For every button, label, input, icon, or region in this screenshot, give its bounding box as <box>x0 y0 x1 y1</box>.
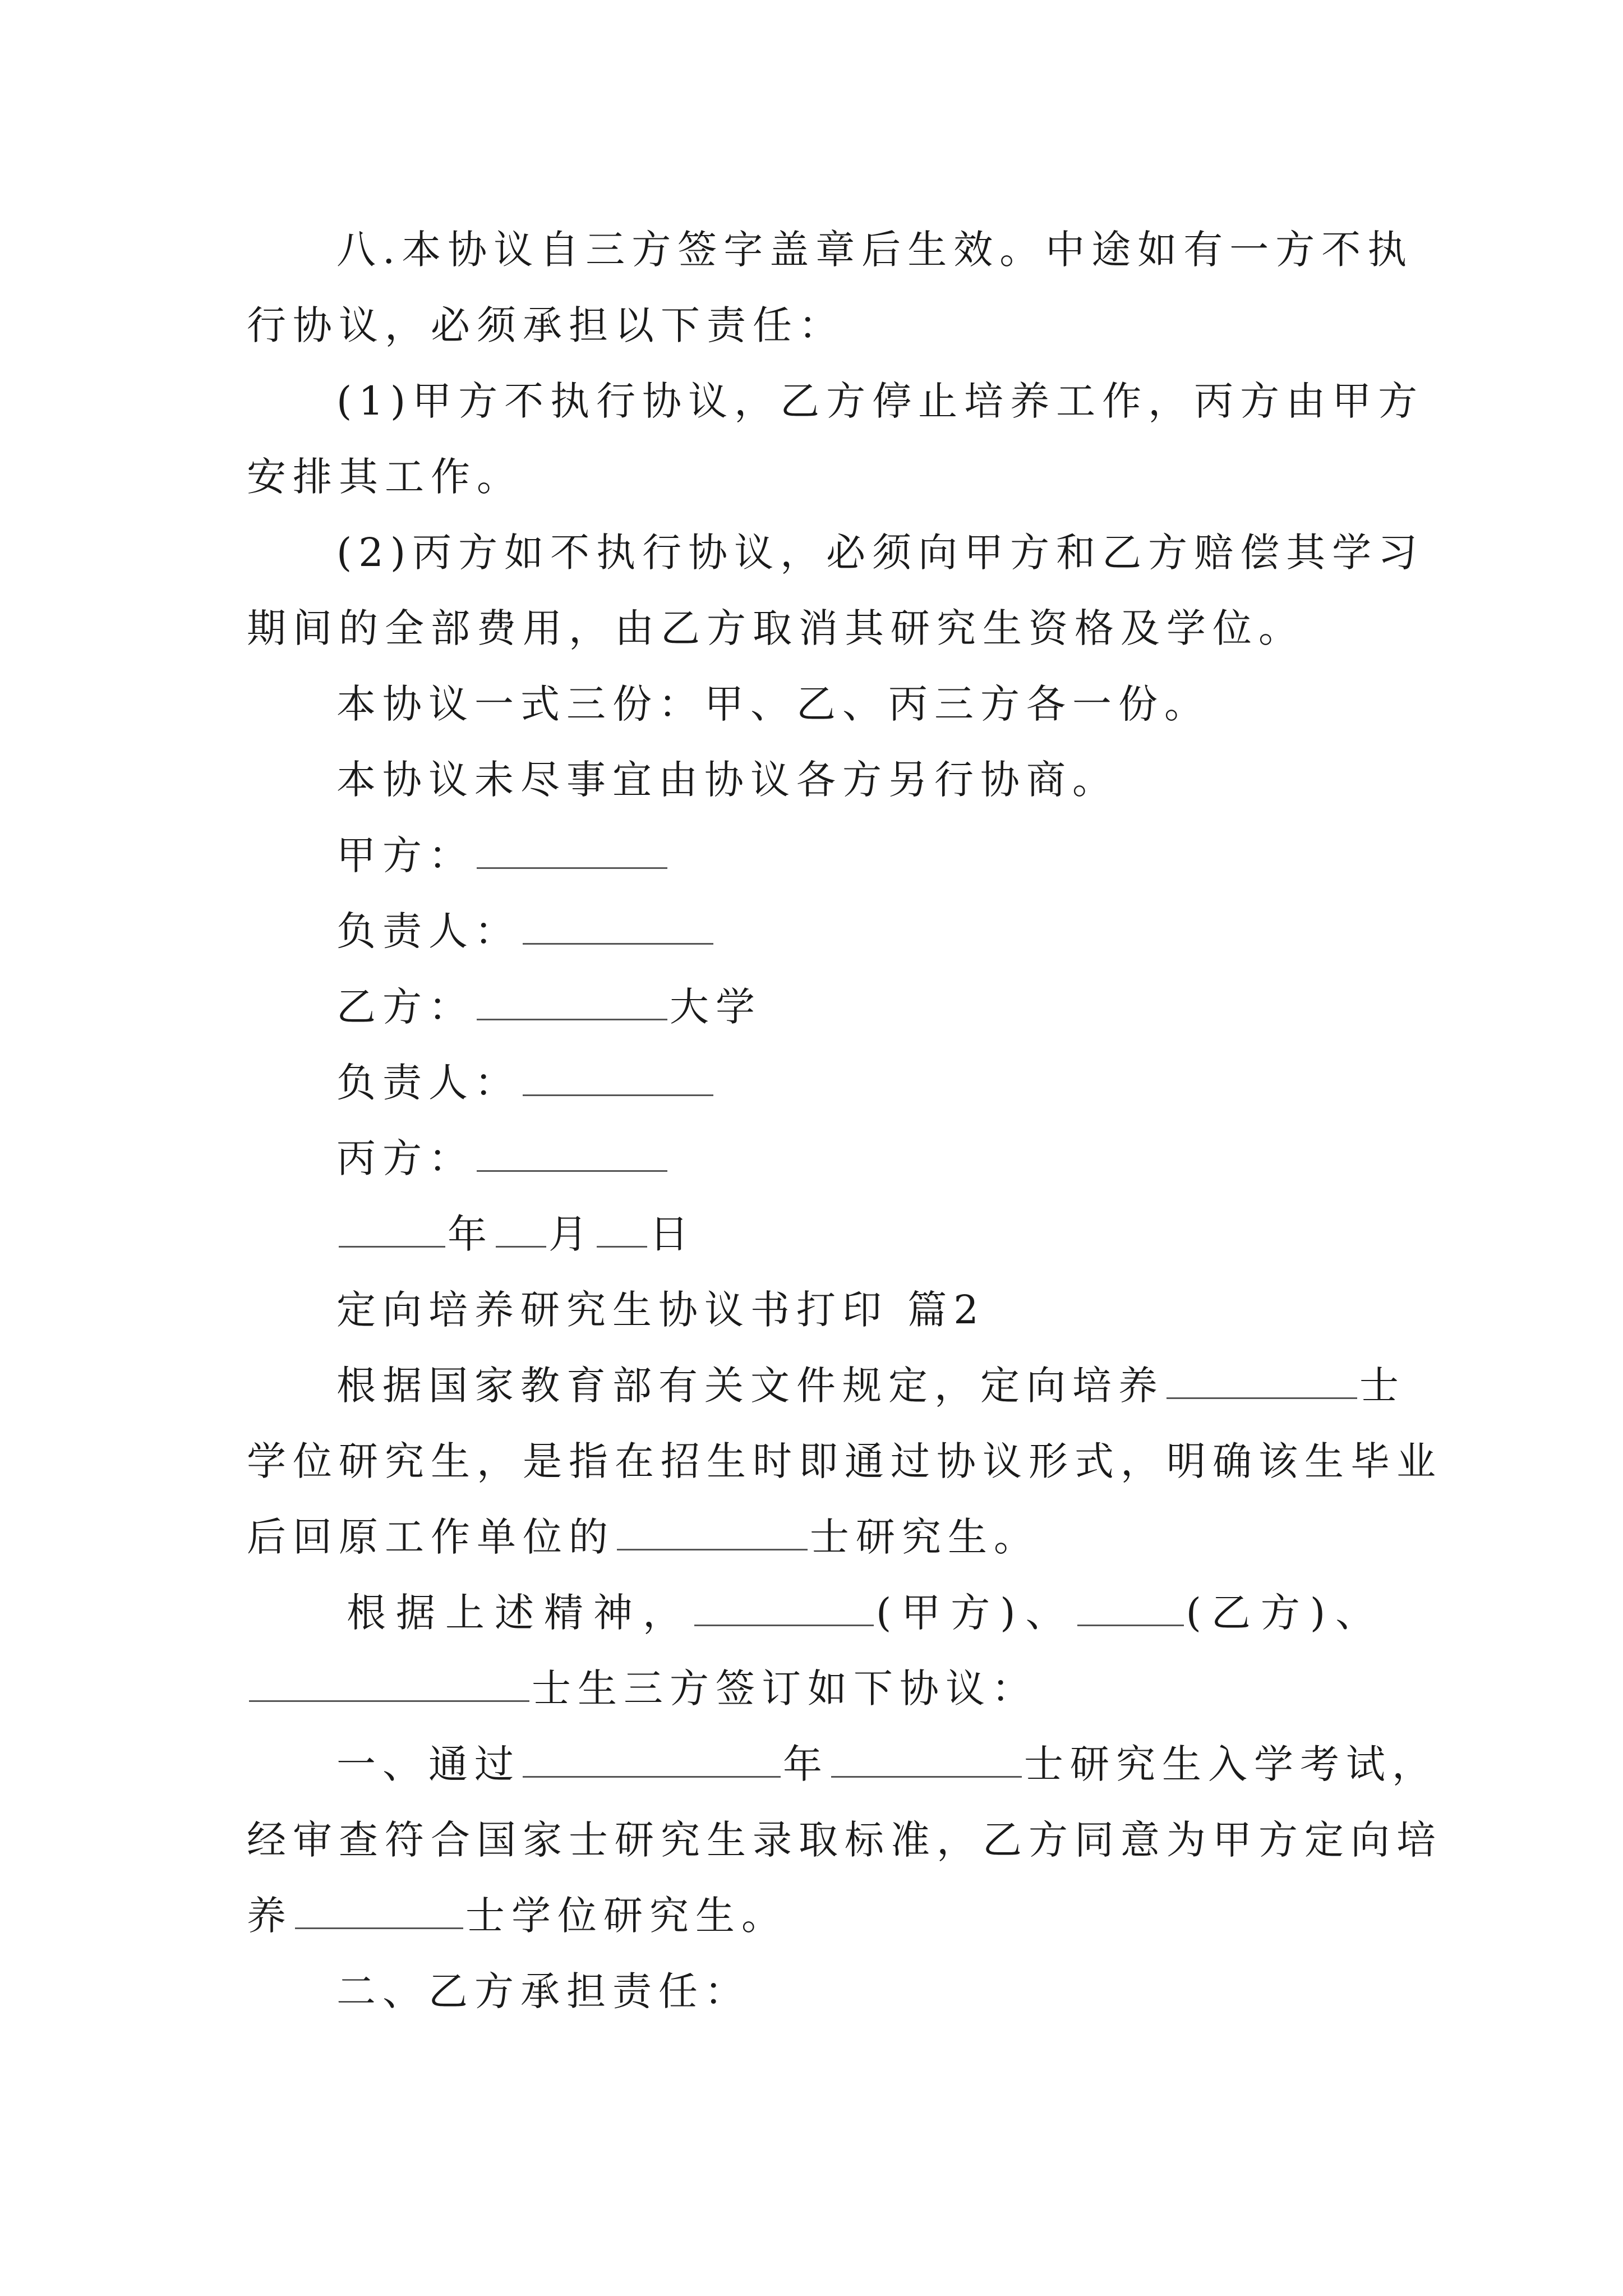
intro-degree-blank <box>1166 1363 1357 1399</box>
year-blank <box>339 1211 445 1248</box>
intro-line3-blank <box>617 1514 808 1550</box>
copies-statement: 本协议一式三份：甲、乙、丙三方各一份。 <box>336 681 1210 727</box>
item2-line1: (2)丙方如不执行协议，必须向甲方和乙方赔偿其学习 <box>336 530 1424 576</box>
party-b-suffix: 大学 <box>670 984 762 1030</box>
intro-line3-text: 后回原工作单位的 <box>247 1514 615 1560</box>
party-b-line <box>336 979 762 1035</box>
article1-line3-text: 养 <box>247 1893 293 1939</box>
intro-line1-text: 根据国家教育部有关文件规定，定向培养 <box>336 1363 1164 1409</box>
intro-line1-suffix: 士 <box>1359 1363 1405 1409</box>
section2-title: 定向培养研究生协议书打印 篇2 <box>336 1287 985 1333</box>
intro-line1 <box>336 1358 1405 1414</box>
article1-degree-blank <box>831 1741 1022 1778</box>
article1-year-label: 年 <box>783 1741 829 1787</box>
day-label: 日 <box>649 1211 695 1257</box>
responsible-a-label: 负责人： <box>336 908 520 954</box>
spirit-line1 <box>347 1585 1385 1641</box>
party-a-label: 甲方： <box>336 832 474 878</box>
article1-line1 <box>336 1736 1438 1792</box>
responsible-b-line <box>336 1055 716 1111</box>
article1-line1-suffix: 士研究生入学考试， <box>1024 1741 1438 1787</box>
responsible-a-blank <box>523 908 713 945</box>
responsible-a-line <box>336 903 716 959</box>
article2-heading: 二、乙方承担责任： <box>336 1968 750 2014</box>
article1-line3-blank <box>295 1893 463 1929</box>
student-name-blank <box>249 1665 529 1702</box>
party-c-line <box>336 1130 670 1186</box>
intro-line3 <box>247 1509 1040 1565</box>
spirit-party-b: (乙方)、 <box>1186 1590 1385 1636</box>
article1-line1-text: 一、通过 <box>336 1741 520 1787</box>
spirit-line2 <box>247 1660 1038 1717</box>
day-blank <box>597 1211 647 1248</box>
party-a-blank <box>477 832 667 869</box>
party-b-name-blank <box>1077 1590 1184 1626</box>
party-c-blank <box>477 1135 667 1172</box>
intro-line3-suffix: 士研究生。 <box>810 1514 1040 1560</box>
party-a-line <box>336 827 670 884</box>
party-c-label: 丙方： <box>336 1135 474 1181</box>
party-b-blank <box>477 984 667 1020</box>
month-label: 月 <box>548 1211 594 1257</box>
spirit-party-a: (甲方)、 <box>876 1590 1075 1636</box>
party-b-label: 乙方： <box>336 984 474 1030</box>
matters-statement: 本协议未尽事宜由协议各方另行协商。 <box>336 757 1118 803</box>
clause8-line2: 行协议，必须承担以下责任： <box>247 302 845 348</box>
article1-line3 <box>247 1888 787 1944</box>
item2-line2: 期间的全部费用，由乙方取消其研究生资格及学位。 <box>247 605 1304 651</box>
clause8-line1: 八.本协议自三方签字盖章后生效。中途如有一方不执 <box>336 227 1414 273</box>
spirit-line2-text: 士生三方签订如下协议： <box>532 1665 1038 1711</box>
item1-line2: 安排其工作。 <box>247 454 523 500</box>
spirit-line1-text: 根据上述精神， <box>347 1590 692 1636</box>
responsible-b-blank <box>523 1060 713 1096</box>
party-a-name-blank <box>694 1590 874 1626</box>
responsible-b-label: 负责人： <box>336 1060 520 1106</box>
article1-year-blank <box>523 1741 781 1778</box>
month-blank <box>496 1211 546 1248</box>
article1-line2: 经审查符合国家士研究生录取标准，乙方同意为甲方定向培 <box>247 1817 1442 1863</box>
article1-line3-suffix: 士学位研究生。 <box>465 1893 787 1939</box>
date-line <box>336 1206 695 1262</box>
year-label: 年 <box>448 1211 494 1257</box>
intro-line2: 学位研究生，是指在招生时即通过协议形式，明确该生毕业 <box>247 1438 1442 1484</box>
item1-line1: (1)甲方不执行协议，乙方停止培养工作，丙方由甲方 <box>336 378 1424 424</box>
